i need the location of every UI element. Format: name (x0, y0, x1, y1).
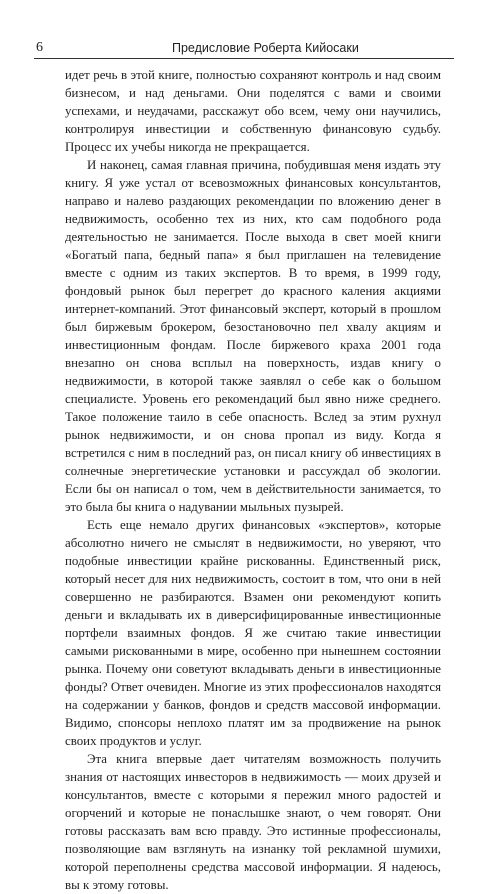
paragraph: Эта книга впервые дает читателям возможность получить знания от настоящих инвесторов в недвижимость — моих друзей и консультантов, вместе с которыми я пережил много радостей и огорчений и которые не понаслышке знают, о чем говорят. Они готовы рассказать вам всю правду. Это истинные профессионалы, позволяющие вам взглянуть на изнанку той рекламной шумихи, которой переполнены средства массовой информации. Я надеюсь, вы к этому готовы. (65, 752, 441, 892)
page-header (34, 40, 454, 59)
page-number: 6 (36, 40, 43, 55)
paragraph: И наконец, самая главная причина, побудившая меня издать эту книгу. Я уже устал от всевозможных финансовых консультантов, направо и налево раздающих рекомендации по вложению денег в недвижимость, особенно тех из них, кто сам подобного рода деятельностью не занимается. После выхода в свет моей книги «Богатый папа, бедный папа» я был приглашен на телевидение вместе с одним из таких экспертов. В то время, в 1999 году, фондовый рынок был перегрет до красного каления акциями интернет-компаний. Этот финансовый эксперт, который в прошлом был биржевым брокером, безостановочно пел хвалу акциям и инвестиционным фондам. После биржевого краха 2001 года внезапно он снова всплыл на поверхность, издав книгу о недвижимости, в которой также заявлял о себе как о большом специалисте. Уровень его рекомендаций был явно ниже среднего. Такое положение таило в себе опасность. Вслед за этим рухнул рынок недвижимости, и он снова пропал из виду. Когда я встретился с ним в последний раз, он писал книгу об инвестициях в солнечные энергетические установки и рассуждал об экологии. Если бы он написал о том, чем в действительности занимается, то это была бы книга о надувании мыльных пузырей. (65, 158, 441, 514)
body-text (65, 66, 441, 894)
paragraph: Есть еще немало других финансовых «экспертов», которые абсолютно ничего не смыслят в недвижимости, но уверяют, что подобные инвестиции крайне рискованны. Единственный риск, который несет для них недвижимость, состоит в том, что они в ней совершенно не разбираются. Взамен они рекомендуют копить деньги и вкладывать их в диверсифицированные инвестиционные портфели взаимных фондов. Я же считаю такие инвестиции самыми рискованными в мире, особенно при нынешнем состоянии рынка. Почему они советуют вкладывать деньги в инвестиционные фонды? Ответ очевиден. Многие из этих профессионалов находятся на содержании у банков, фондов и средств массовой информации. Видимо, спонсоры неплохо платят им за продвижение на рынок своих продуктов и услуг. (65, 518, 441, 748)
running-title: Предисловие Роберта Кийосаки (172, 41, 359, 55)
paragraph-continued: идет речь в этой книге, полностью сохраняют контроль и над своим бизнесом, и над деньгами. Они поделятся с вами и своими успехами, и неудачами, расскажут обо всем, чему они научились, контролируя инвестиции и собственную финансовую судьбу. Процесс их учебы никогда не прекращается. (65, 68, 441, 154)
